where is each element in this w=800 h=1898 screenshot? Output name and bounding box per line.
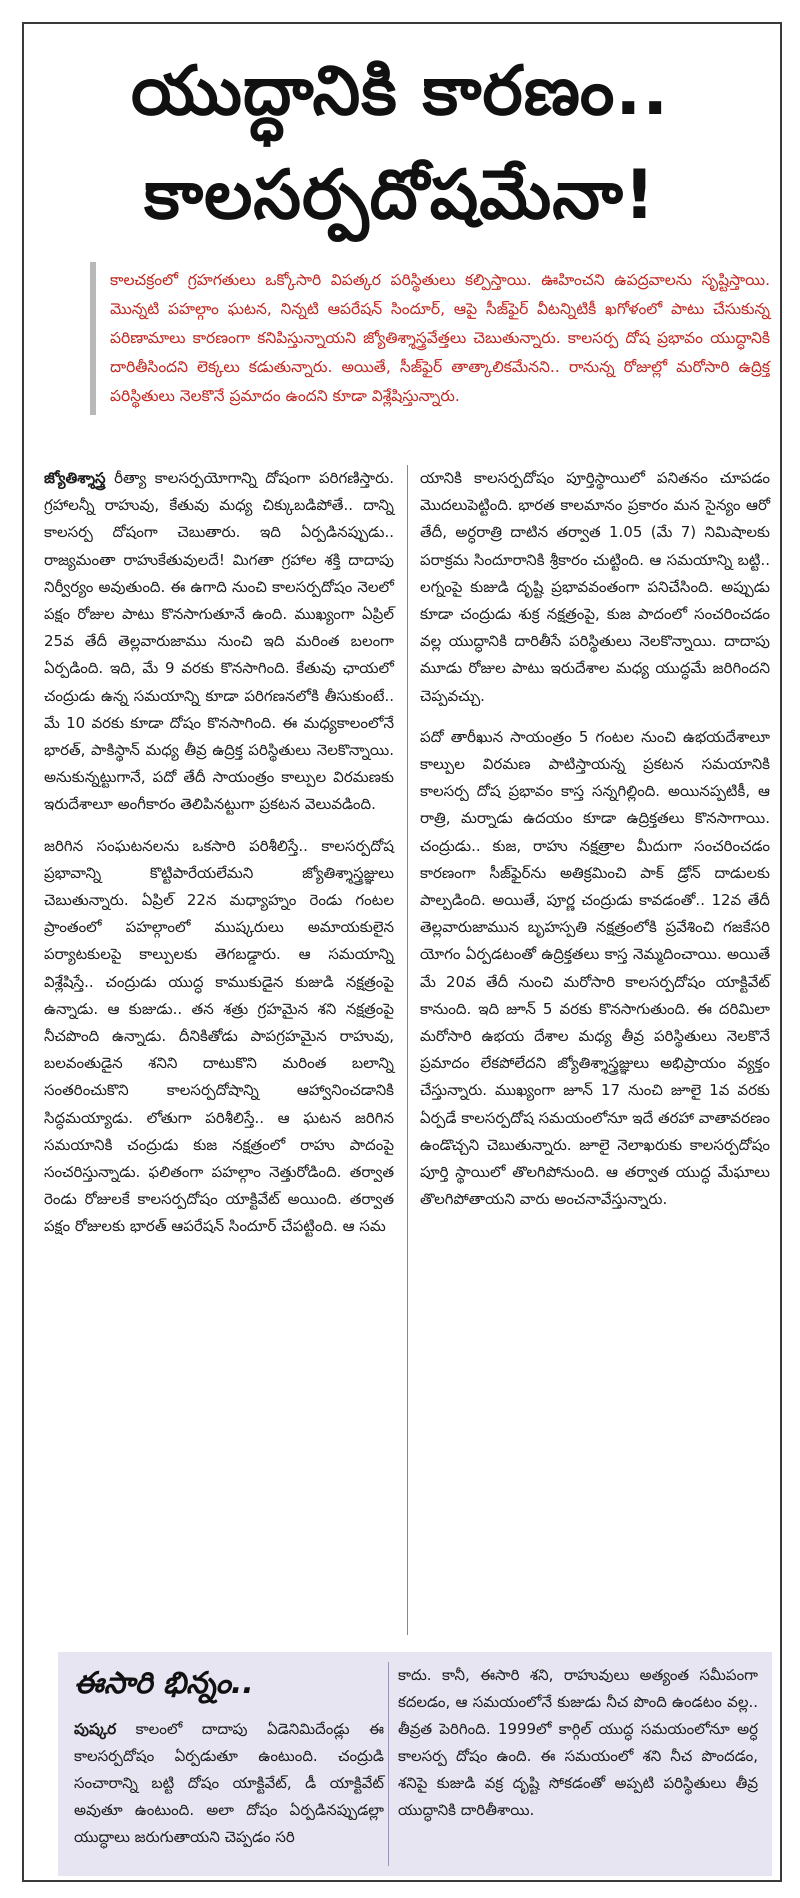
sidebar-left-rest: కాలంలో దాదాపు ఏడెనిమిదేండ్లు ఈ కాలసర్పదోషం ఏర్పడుతూ ఉంటుంది. చంద్రుడి సంచారాన్ని బట్టి దోషం యాక్టివేట్, డీ యాక్టివేట్ అవుతూ ఉంటుంది. అలా దోషం ఏర్పడినప్పుడల్లా యుద్ధాలు జరుగుతాయని చెప్పడం సరి xyxy=(74,1720,384,1846)
left-paragraph-2: జరిగిన సంఘటనలను ఒకసారి పరిశీలిస్తే.. కాలసర్పదోష ప్రభావాన్ని కొట్టిపారేయలేమని జ్యోతిశ్శాస్త్రజ్ఞులు చెబుతున్నారు. ఏప్రిల్ 22న మధ్యాహ్నం రెండు గంటల ప్రాంతంలో పహల్గాంలో ముష్కరులు అమాయకులైన పర్యాటకులపై కాల్పులకు తెగబడ్డారు. ఆ సమయాన్ని విశ్లేషిస్తే.. చంద్రుడు యుద్ధ కాముకుడైన కుజుడి నక్షత్రంపై ఉన్నాడు. ఆ కుజుడు.. తన శత్రు గ్రహమైన శని నక్షత్రంపై నీచపొంది ఉన్నాడు. దీనికితోడు పాపగ్రహమైన రాహువు, బలవంతుడైన శనిని దాటుకొని మరింత బలాన్ని సంతరించుకొని కాలసర్పదోషాన్ని ఆహ్వానించడానికి సిద్ధమయ్యాడు. లోతుగా పరిశీలిస్తే.. ఆ ఘటన జరిగిన సమయానికి చంద్రుడు కుజ నక్షత్రంలో రాహు పాదంపై సంచరిస్తున్నాడు. ఫలితంగా పహల్గాం నెత్తురోడింది. తర్వాత రెండు రోజులకే కాలసర్పదోషం యాక్టివేట్ అయింది. తర్వాత పక్షం రోజులకు భారత్ ఆపరేషన్ సిందూర్ చేపట్టింది. ఆ సమ xyxy=(44,836,394,1236)
intro-paragraph: కాలచక్రంలో గ్రహగతులు ఒక్కోసారి విపత్కర పరిస్థితులు కల్పిస్తాయి. ఊహించని ఉపద్రవాలను సృష్టిస్తాయి. మొన్నటి పహల్గాం ఘటన, నిన్నటి ఆపరేషన్ సిందూర్, ఆపై సీజ్‌ఫైర్ వీటన్నిటికీ ఖగోళంలో పాటు చేసుకున్న పరిణామాలు కారణంగా కనిపిస్తున్నాయని జ్యోతిశ్శాస్త్రవేత్తలు చెబుతున్నారు. కాలసర్ప దోష ప్రభావం యుద్ధానికి దారితీసిందని లెక్కలు కడుతున్నారు. అయితే, సీజ్‌ఫైర్ తాత్కాలికమేనని.. రానున్న రోజుల్లో మరోసారి ఉద్రిక్త పరిస్థితులు నెలకొనే ప్రమాదం ఉందని కూడా విశ్లేషిస్తున్నారు. xyxy=(90,262,780,415)
headline xyxy=(40,40,760,248)
left-paragraph-1-text: రీత్యా కాలసర్పయోగాన్ని దోషంగా పరిగణిస్తారు. గ్రహాలన్నీ రాహువు, కేతువు మధ్య చిక్కుబడిపోతే.. దాన్ని కాలసర్ప దోషంగా చెబుతారు. ఇది ఏర్పడినప్పుడు.. రాజ్యమంతా రాహుకేతువులదే! మిగతా గ్రహాల శక్తి దాదాపు నిర్వీర్యం అవుతుంది. ఈ ఉగాది నుంచి కాలసర్పదోషం నెలలో పక్షం రోజుల పాటు కొనసాగుతూనే ఉంది. ముఖ్యంగా ఏప్రిల్ 25వ తేదీ తెల్లవారుజాము నుంచి ఇది మరింత బలంగా ఏర్పడింది. ఇది, మే 9 వరకు కొనసాగింది. కేతువు ఛాయలో చంద్రుడు ఉన్న సమయాన్ని కూడా పరిగణనలోకి తీసుకుంటే.. మే 10 వరకు కూడా దోషం కొనసాగింది. ఈ మధ్యకాలంలోనే భారత్, పాకిస్థాన్ మధ్య తీవ్ర ఉద్రిక్త పరిస్థితులు నెలకొన్నాయి. అనుకున్నట్టుగానే, పదో తేదీ సాయంత్రం కాల్పుల విరమణకు ఇరుదేశాలూ అంగీకారం తెలిపినట్టుగా ప్రకటన వెలువడింది. xyxy=(44,469,394,814)
left-column xyxy=(44,465,394,1635)
right-paragraph-2: పదో తారీఖున సాయంత్రం 5 గంటల నుంచి ఉభయదేశాలూ కాల్పుల విరమణ పాటిస్తాయన్న ప్రకటన సమయానికి కాలసర్ప దోష ప్రభావం కాస్త సన్నగిల్లింది. అయినప్పటికీ, ఆ రాత్రి, మర్నాడు ఉదయం కూడా ఉద్రిక్తతలు కొనసాగాయి. చంద్రుడు.. కుజ, రాహు నక్షత్రాల మీదుగా సంచరించడం కారణంగా సీజ్‌ఫైర్‌ను అతిక్రమించి పాక్ డ్రోన్ దాడులకు పాల్పడింది. అయితే, పూర్ణ చంద్రుడు కావడంతో.. 12వ తేదీ తెల్లవారుజామున బృహస్పతి నక్షత్రంలోకి ప్రవేశించి గజకేసరి యోగం ఏర్పడటంతో ఉద్రిక్తతలు కాస్త నెమ్మదించాయి. అయితే మే 20వ తేదీ నుంచి మరోసారి కాలసర్పదోషం యాక్టివేట్ కానుంది. ఇది జూన్ 5 వరకు కొనసాగుతుంది. ఈ దరిమిలా మరోసారి ఉభయ దేశాల మధ్య తీవ్ర పరిస్థితులు నెలకొనే ప్రమాదం లేకపోలేదని జ్యోతిశ్శాస్త్రజ్ఞులు అభిప్రాయం వ్యక్తం చేస్తున్నారు. ముఖ్యంగా జూన్ 17 నుంచి జూలై 1వ వరకు ఏర్పడే కాలసర్పదోష సమయంలోనూ ఇదే తరహా వాతావరణం ఉండొచ్చని చెబుతున్నారు. జూలై నెలాఖరుకు కాలసర్పదోషం పూర్తి స్థాయిలో తొలగిపోనుంది. ఆ తర్వాత యుద్ధ మేఘాలు తొలగిపోతాయని వారు అంచనావేస్తున్నారు. xyxy=(420,727,770,1209)
sidebar-right-text: కాదు. కానీ, ఈసారి శని, రాహువులు అత్యంత సమీపంగా కదలడం, ఆ సమయంలోనే కుజుడు నీచ పొంది ఉండటం వల్ల.. తీవ్రత పెరిగింది. 1999లో కార్గిల్ యుద్ధ సమయంలోనూ అర్ధ కాలసర్ప దోషం ఉంది. ఈ సమయంలో శని నీచ పొందడం, శనిపై కుజుడి వక్ర దృష్టి సోకడంతో అప్పటి పరిస్థితులు తీవ్ర యుద్ధానికి దారితీశాయి. xyxy=(398,1666,758,1819)
left-paragraph-1 xyxy=(44,465,394,819)
column-divider xyxy=(407,465,408,1635)
sidebar-title: ఈసారి భిన్నం.. xyxy=(74,1666,254,1701)
right-column xyxy=(420,465,770,1635)
sidebar-left-text xyxy=(74,1716,384,1851)
sidebar-lead-word: పుష్కర xyxy=(74,1720,117,1738)
sidebar-divider xyxy=(388,1662,389,1866)
lead-word: జ్యోతిశ్శాస్త్ర xyxy=(44,469,106,487)
headline-line-2: కాలసర్పదోషమేనా! xyxy=(144,156,656,235)
right-paragraph-1: యానికి కాలసర్పదోషం పూర్తిస్థాయిలో పనితనం చూపడం మొదలుపెట్టింది. భారత కాలమానం ప్రకారం మన సైన్యం ఆరో తేదీ, అర్ధరాత్రి దాటిన తర్వాత 1.05 (మే 7) నిమిషాలకు పరాక్రమ సిందూరానికి శ్రీకారం చుట్టింది. ఆ సమయాన్ని బట్టి.. లగ్నంపై కుజుడి దృష్టి ప్రభావవంతంగా పనిచేసింది. అప్పుడు కూడా చంద్రుడు శుక్ర నక్షత్రంపై, కుజ పాదంలో సంచరించడం వల్ల యుద్ధానికి దారితీసే పరిస్థితులు నెలకొన్నాయి. దాదాపు మూడు రోజుల పాటు ఇరుదేశాల మధ్య యుద్ధమే జరిగిందని చెప్పవచ్చు. xyxy=(420,469,770,705)
sidebar-box xyxy=(58,1652,772,1876)
headline-line-1: యుద్ధానికి కారణం.. xyxy=(130,52,670,131)
